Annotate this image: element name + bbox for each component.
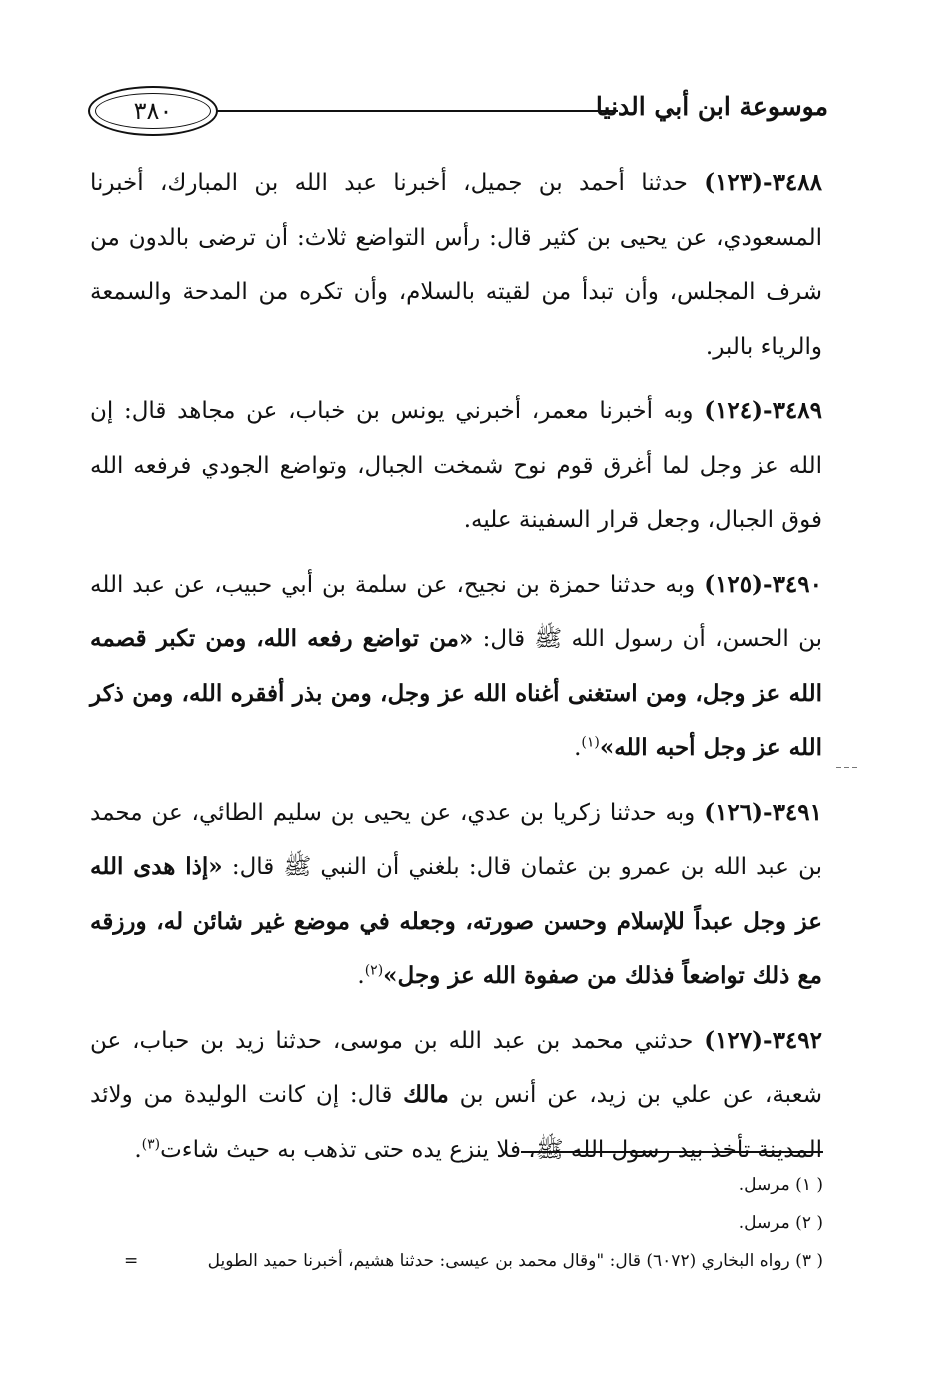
footnote-ref[interactable]: (١) (581, 734, 600, 751)
hadith-number: ٣٤٩٢-(١٢٧) (704, 1026, 822, 1054)
book-title: موسوعة ابن أبي الدنيا (595, 92, 828, 121)
paragraph-3489 (90, 384, 822, 548)
isnad-text: حدثني محمد بن عبد الله بن موسى، حدثنا زيد بن حباب، عن شعبة، عن علي بن زيد، عن أنس بن (90, 1027, 822, 1108)
footnote-ref[interactable]: (٣) (141, 1135, 161, 1152)
paragraph-text: وبه أخبرنا معمر، أخبرني يونس بن خباب، عن مجاهد قال: إن الله عز وجل لما أغرق قوم نوح شمخت الجبال، وتواضع الجودي فرفعه الله فوق الجبال، وجعل قرار السفينة عليه. (90, 398, 822, 533)
paragraph-end: . (574, 735, 582, 761)
footnote-1: ( ١) مرسل. (738, 1175, 823, 1195)
page-header (88, 86, 828, 142)
footnote-2: ( ٢) مرسل. (738, 1213, 823, 1233)
hadith-number: ٣٤٩١-(١٢٦) (704, 798, 822, 826)
header-divider (216, 110, 618, 112)
footnote-divider (521, 1151, 823, 1153)
main-text (90, 156, 822, 1187)
hadith-number: ٣٤٨٩-(١٢٤) (704, 397, 822, 424)
footnote-3 (123, 1242, 823, 1280)
narrator-name: مالك (403, 1081, 449, 1108)
paragraph-end: . (357, 963, 365, 989)
paragraph-text: قال: إن كانت الوليدة من ولائد المدينة تأخذ بيد رسول الله ﷺ، فلا ينزع يده حتى تذهب به حيث شاءت (90, 1082, 822, 1163)
footnote-ref[interactable]: (٢) (364, 962, 384, 979)
hadith-number: ٣٤٩٠-(١٢٥) (704, 570, 822, 598)
hadith-text: «إذا هدى الله عز وجل عبداً للإسلام وحسن صورته، وجعله في موضع غير شائن له، ورزقه مع ذلك تواضعاً فذلك من صفوة الله عز وجل» (90, 853, 822, 989)
hadith-text: «من تواضع رفعه الله، ومن تكبر قصمه الله عز وجل، ومن استغنى أغناه الله عز وجل، ومن بذر أفقره الله، ومن ذكر الله عز وجل أحبه الله» (90, 625, 822, 761)
page-number: ٣٨٠ (133, 97, 173, 125)
paragraph-text: حدثنا أحمد بن جميل، أخبرنا عبد الله بن المبارك، أخبرنا المسعودي، عن يحيى بن كثير قال: رأس التواضع ثلاث: أن ترضى بالدون من شرف المجلس، وأن تبدأ من لقيته بالسلام، وأن تكره من المدحة والسمعة والرياء بالبر. (90, 170, 822, 360)
continuation-marker: = (124, 1251, 139, 1271)
isnad-text: وبه حدثنا حمزة بن نجيح، عن سلمة بن أبي حبيب، عن عبد الله بن الحسن، أن رسول الله ﷺ قال: (90, 571, 822, 652)
footnotes (123, 1166, 823, 1280)
paragraph-end: . (134, 1136, 142, 1163)
margin-mark (836, 763, 858, 773)
isnad-text: وبه حدثنا زكريا بن عدي، عن يحيى بن سليم الطائي، عن محمد بن عبد الله بن عمرو بن عثمان قال: بلغني أن النبي ﷺ قال: (90, 799, 822, 880)
footnote-3-text: ( ٣) رواه البخاري (٦٠٧٢) قال: "وقال محمد بن عيسى: حدثنا هشيم، أخبرنا حميد الطويل (207, 1251, 823, 1271)
paragraph-3488 (90, 156, 822, 374)
paragraph-3490 (90, 558, 822, 776)
hadith-number: ٣٤٨٨-(١٢٣) (704, 169, 822, 196)
paragraph-3491 (90, 786, 822, 1004)
page-number-frame (88, 86, 218, 136)
